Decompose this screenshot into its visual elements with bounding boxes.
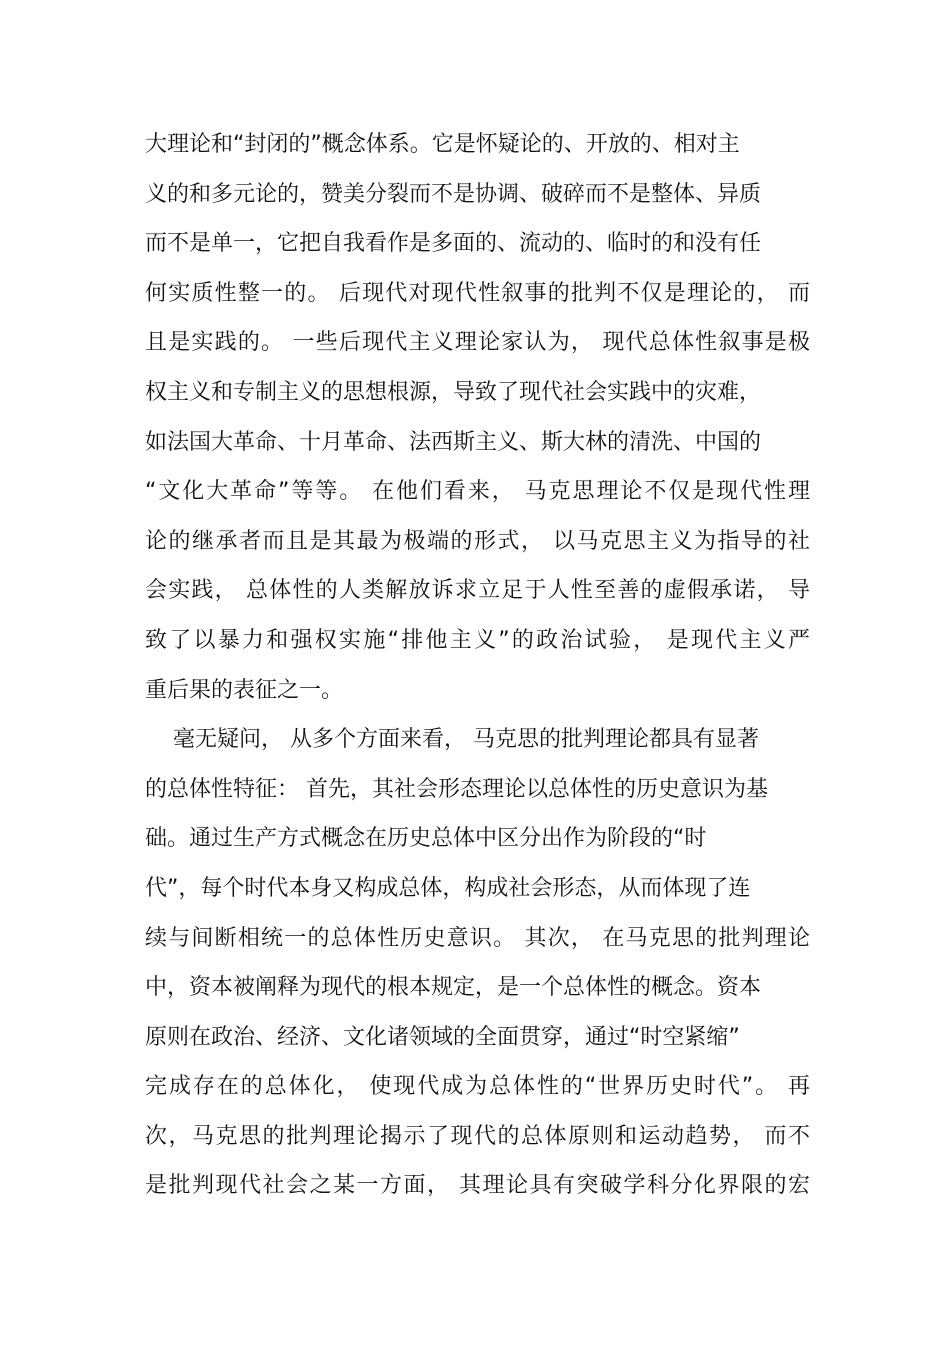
text-line: 而不是单一，它把自我看作是多面的、流动的、临时的和没有任	[145, 231, 762, 257]
text-line: 完成存在的总体化， 使现代成为总体性的“世界历史时代”。 再	[145, 1074, 810, 1100]
text-line: 权主义和专制主义的思想根源，导致了现代社会实践中的灾难，	[145, 379, 762, 405]
text-line: 础。通过生产方式概念在历史总体中区分出作为阶段的“时	[145, 826, 707, 852]
text-line: 次，马克思的批判理论揭示了现代的总体原则和运动趋势， 而不	[145, 1123, 810, 1149]
text-line: 且是实践的。 一些后现代主义理论家认为， 现代总体性叙事是极	[145, 330, 810, 356]
text-line: 是批判现代社会之某一方面， 其理论具有突破学科分化界限的宏	[145, 1173, 810, 1199]
text-line: 重后果的表征之一。	[145, 677, 344, 703]
text-line: 致了以暴力和强权实施“排他主义”的政治试验， 是现代主义严	[145, 627, 810, 653]
text-line: 如法国大革命、十月革命、法西斯主义、斯大林的清洗、中国的	[145, 429, 762, 455]
text-line: 会实践， 总体性的人类解放诉求立足于人性至善的虚假承诺， 导	[145, 578, 810, 604]
text-line: 论的继承者而且是其最为极端的形式， 以马克思主义为指导的社	[145, 528, 810, 554]
text-line: 中，资本被阐释为现代的根本规定，是一个总体性的概念。资本	[145, 975, 762, 1001]
text-line: 的总体性特征： 首先，其社会形态理论以总体性的历史意识为基	[145, 776, 768, 802]
body-text	[145, 120, 810, 1211]
text-line: 续与间断相统一的总体性历史意识。 其次， 在马克思的批判理论	[145, 925, 810, 951]
text-line: 原则在政治、经济、文化诸领域的全面贯穿，通过“时空紧缩”	[145, 1024, 740, 1050]
text-line: 何实质性整一的。 后现代对现代性叙事的批判不仅是理论的， 而	[145, 280, 810, 306]
text-line: 大理论和“封闭的”概念体系。它是怀疑论的、开放的、相对主	[145, 132, 740, 157]
text-line: 毫无疑问， 从多个方面来看， 马克思的批判理论都具有显著	[145, 727, 759, 753]
text-line: 义的和多元论的，赞美分裂而不是协调、破碎而不是整体、异质	[145, 181, 762, 207]
text-line: 代”，每个时代本身又构成总体，构成社会形态，从而体现了连	[145, 875, 751, 901]
text-line: “文化大革命”等等。 在他们看来， 马克思理论不仅是现代性理	[145, 479, 810, 505]
